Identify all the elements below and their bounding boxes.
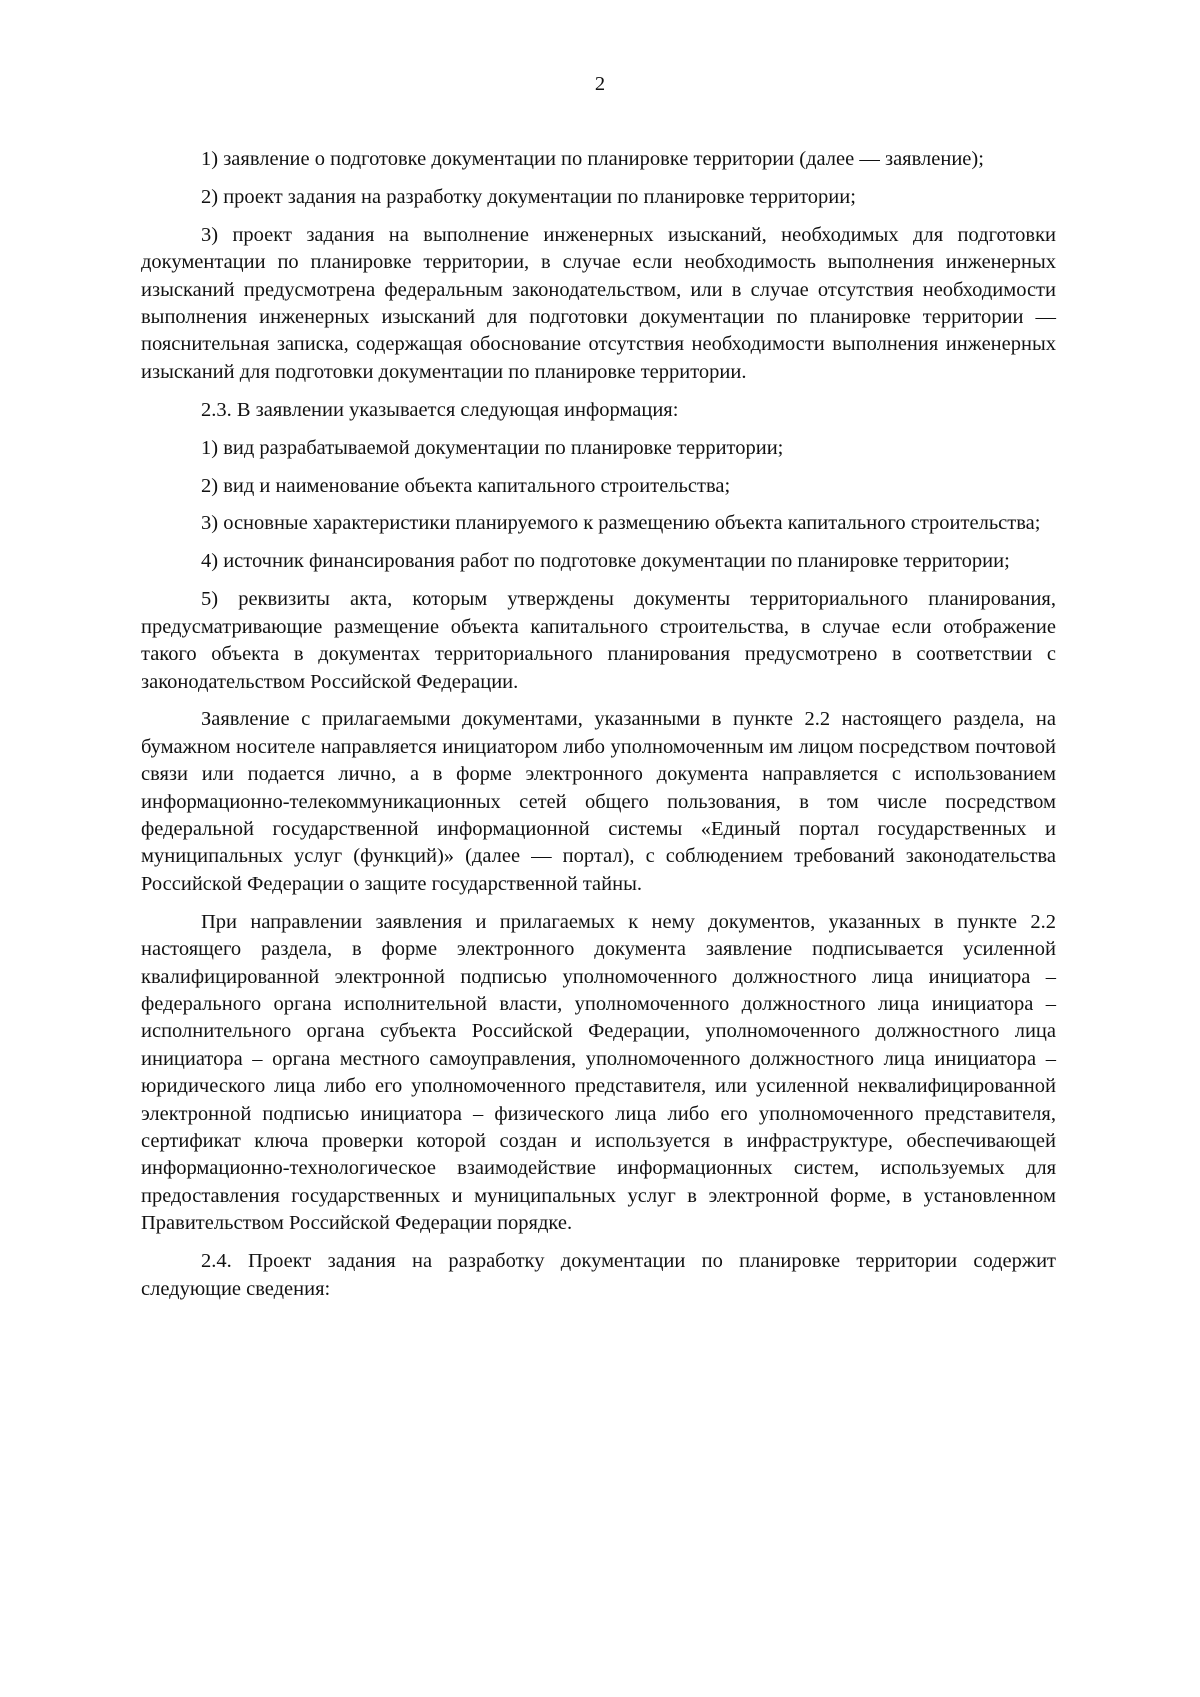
paragraph-info-item-2: 2) вид и наименование объекта капитального строительства;: [201, 474, 731, 497]
paragraph-info-item-1: 1) вид разрабатываемой документации по планировке территории;: [201, 436, 784, 459]
page-number: 2: [594, 73, 606, 95]
paragraph-list-item-3: 3) проект задания на выполнение инженерных изысканий, необходимых для подготовки документации по планировке территории, в случае если необходимость выполнения инженерных изысканий предусмотрена федеральным законодательством, или в случае отсутствия необходимости выполнения инженерных изысканий для подготовки документации по планировке территории — пояснительная записка, содержащая обоснование отсутствия необходимости выполнения инженерных изысканий для подготовки документации по планировке территории.: [141, 223, 1056, 383]
paragraph-submission: Заявление с прилагаемыми документами, указанными в пункте 2.2 настоящего раздела, на бумажном носителе направляется инициатором либо уполномоченным им лицом посредством почтовой связи или подается лично, а в форме электронного документа направляется с использованием информационно-телекоммуникационных сетей общего пользования, в том числе посредством федеральной государственной информационной системы «Единый портал государственных и муниципальных услуг (функций)» (далее — портал), с соблюдением требований законодательства Российской Федерации о защите государственной тайны.: [141, 708, 1056, 895]
paragraph-electronic-signature: При направлении заявления и прилагаемых к нему документов, указанных в пункте 2.2 настоящего раздела, в форме электронного документа заявление подписывается усиленной квалифицированной электронной подписью уполномоченного должностного лица инициатора – федерального органа исполнительной власти, уполномоченного должностного лица инициатора – исполнительного органа субъекта Российской Федерации, уполномоченного должностного лица инициатора – органа местного самоуправления, уполномоченного должностного лица инициатора – юридического лица либо его уполномоченного представителя, или усиленной неквалифицированной электронной подписью инициатора – физического лица либо его уполномоченного представителя, сертификат ключа проверки которой создан и используется в инфраструктуре, обеспечивающей информационно-технологическое взаимодействие информационных систем, используемых для предоставления государственных и муниципальных услуг в электронной форме, в установленном Правительством Российской Федерации порядке.: [141, 910, 1056, 1235]
paragraph-info-item-3: 3) основные характеристики планируемого к размещению объекта капитального строительства;: [201, 512, 1041, 535]
paragraph-list-item-1: 1) заявление о подготовке документации по планировке территории (далее — заявление);: [201, 148, 984, 170]
paragraph-section-2-4: 2.4. Проект задания на разработку документации по планировке территории содержит следующие сведения:: [141, 1250, 1056, 1300]
document-body: [141, 146, 1056, 1313]
paragraph-info-item-5: 5) реквизиты акта, которым утверждены документы территориального планирования, предусматривающие размещение объекта капитального строительства, в случае если отображение такого объекта в документах территориального планирования предусмотрено в соответствии с законодательством Российской Федерации.: [141, 588, 1056, 693]
paragraph-info-item-4: 4) источник финансирования работ по подготовке документации по планировке территории;: [201, 550, 1010, 573]
paragraph-section-2-3: 2.3. В заявлении указывается следующая информация:: [201, 398, 679, 421]
paragraph-list-item-2: 2) проект задания на разработку документации по планировке территории;: [201, 185, 856, 208]
